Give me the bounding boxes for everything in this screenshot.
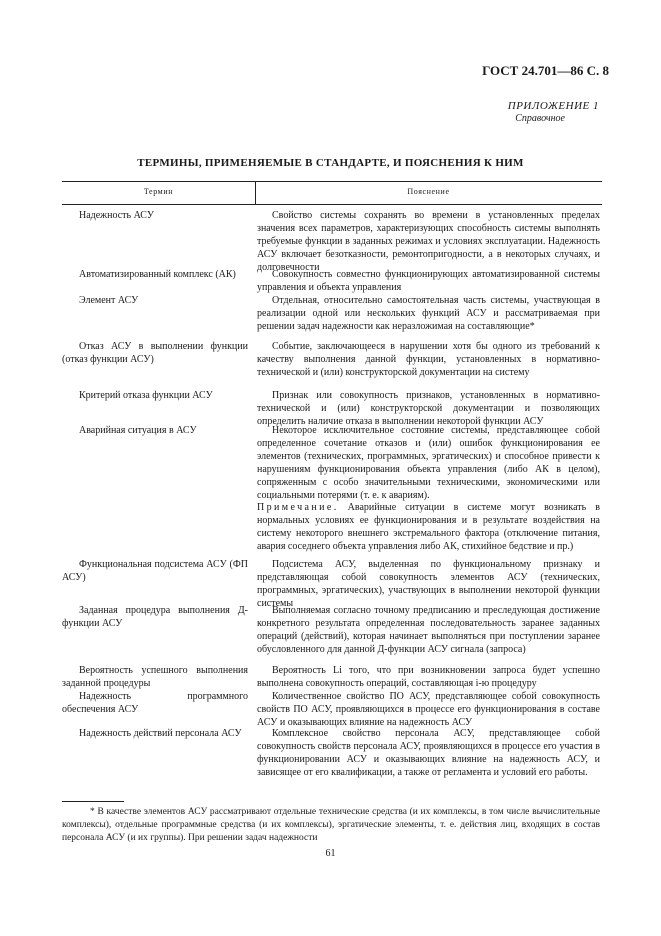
term-cell: Надежность программного обеспечения АСУ [62,691,248,715]
term-cell: Автоматизированный комплекс (АК) [79,269,236,280]
table-header [62,181,602,205]
explanation-cell: Выполняемая согласно точному предписанию и преследующая достижение конкретного результата определенная последовательность заранее заданных операций (действий), которая начинает выполняться при поступлении заранее обусловленного для данной Д-функции АСУ сигнала (запроса) [257,605,600,655]
term-cell: Аварийная ситуация в АСУ [79,425,197,436]
term-cell: Вероятность успешного выполнения заданной процедуры [62,665,248,689]
explanation-cell: Подсистема АСУ, выделенная по функциональному признаку и представляющая собой совокупность элементов АСУ (технических, программных, эргатических), участвующих в выполнении некоторой функции системы [257,559,600,609]
page-title: ТЕРМИНЫ, ПРИМЕНЯЕМЫЕ В СТАНДАРТЕ, И ПОЯСНЕНИЯ К НИМ [137,157,524,169]
footnote-separator [62,801,124,802]
note-label: Примечание. [257,502,339,514]
term-cell: Элемент АСУ [79,295,139,306]
term-cell: Надежность действий персонала АСУ [79,728,242,739]
appendix-sublabel: Справочное [515,113,565,124]
appendix-label: ПРИЛОЖЕНИЕ 1 [507,100,599,112]
explanation-cell: Отдельная, относительно самостоятельная часть системы, участвующая в реализации одной или нескольких функций АСУ и рассматриваемая при решении задач надежности как неразложимая на составляющие* [257,295,600,332]
explanation-cell: Событие, заключающееся в нарушении хотя бы одного из требований к качеству выполнения данной функции, установленных в нормативно-технической и (или) конструкторской документации на систему [257,341,600,378]
term-cell: Критерий отказа функции АСУ [79,390,213,401]
term-cell: Надежность АСУ [79,210,154,221]
explanation-cell: Свойство системы сохранять во времени в установленных пределах значения всех параметров, характеризующих способность системы выполнять требуемые функции в заданных режимах и условиях эксплуатации. Надежность АСУ включает безотказности, ремонтопригодности, а в некоторых случаях, и долговечности [257,210,600,273]
column-header-term: Термин [143,187,174,196]
term-cell: Отказ АСУ в выполнении функции (отказ функции АСУ) [62,341,248,365]
document-code: ГОСТ 24.701—86 С. 8 [482,63,609,78]
page-number: 61 [325,848,336,859]
explanation-cell: Совокупность совместно функционирующих автоматизированной системы управления и объекта управления [257,269,600,293]
column-header-explanation: Пояснение [407,187,450,196]
footnote: * В качестве элементов АСУ рассматривают отдельные технические средства (и их комплексы, в том числе вычислительные комплексы), отдельные программные средства (и их комплексы), эргатические элементы, т. е. действия лиц, входящих в состав персонала АСУ (и их группы). При решении задач надежности [62,807,600,843]
explanation-cell: Количественное свойство ПО АСУ, представляющее собой совокупность свойств ПО АСУ, проявляющихся в процессе его функционирования в составе АСУ и оказывающих влияние на надежность АСУ [257,691,600,728]
explanation-cell: Некоторое исключительное состояние системы, представляющее собой определенное сочетание отказов и (или) ошибок функционирования ее элементов (технических, программных, эргатических) и способное привести к нарушениям функционирования объекта управления (либо АК в целом), сопряженным с особо значительными техническими, экономическими или социальными потерями (т. е. к авариям). Примечание. Аварийные ситуации в системе могут возникать в нормальных условиях ее функционирования и в результате воздействия на систему некоторого внешнего экстремального фактора (отключение питания, авария соседнего объекта управления либо АК, стихийное бедствие и пр.) [257,425,601,553]
explanation-cell: Комплексное свойство персонала АСУ, представляющее собой совокупность свойств персонала АСУ, проявляющихся в процессе его участия в функционировании АСУ и оказывающих влияние на надежность АСУ, и зависящее от его квалификации, а также от регламента и условий его работы. [257,728,600,778]
term-cell: Функциональная подсистема АСУ (ФП АСУ) [62,559,248,583]
term-cell: Заданная процедура выполнения Д-функции АСУ [62,605,248,629]
explanation-cell: Вероятность Li того, что при возникновении запроса будет успешно выполнена совокупность операций, составляющая i-ю процедуру [257,665,600,689]
explanation-cell: Признак или совокупность признаков, установленных в нормативно-технической и (или) конструкторской документации и позволяющих определить наличие отказа в выполнении некоторой функции АСУ [257,390,600,427]
